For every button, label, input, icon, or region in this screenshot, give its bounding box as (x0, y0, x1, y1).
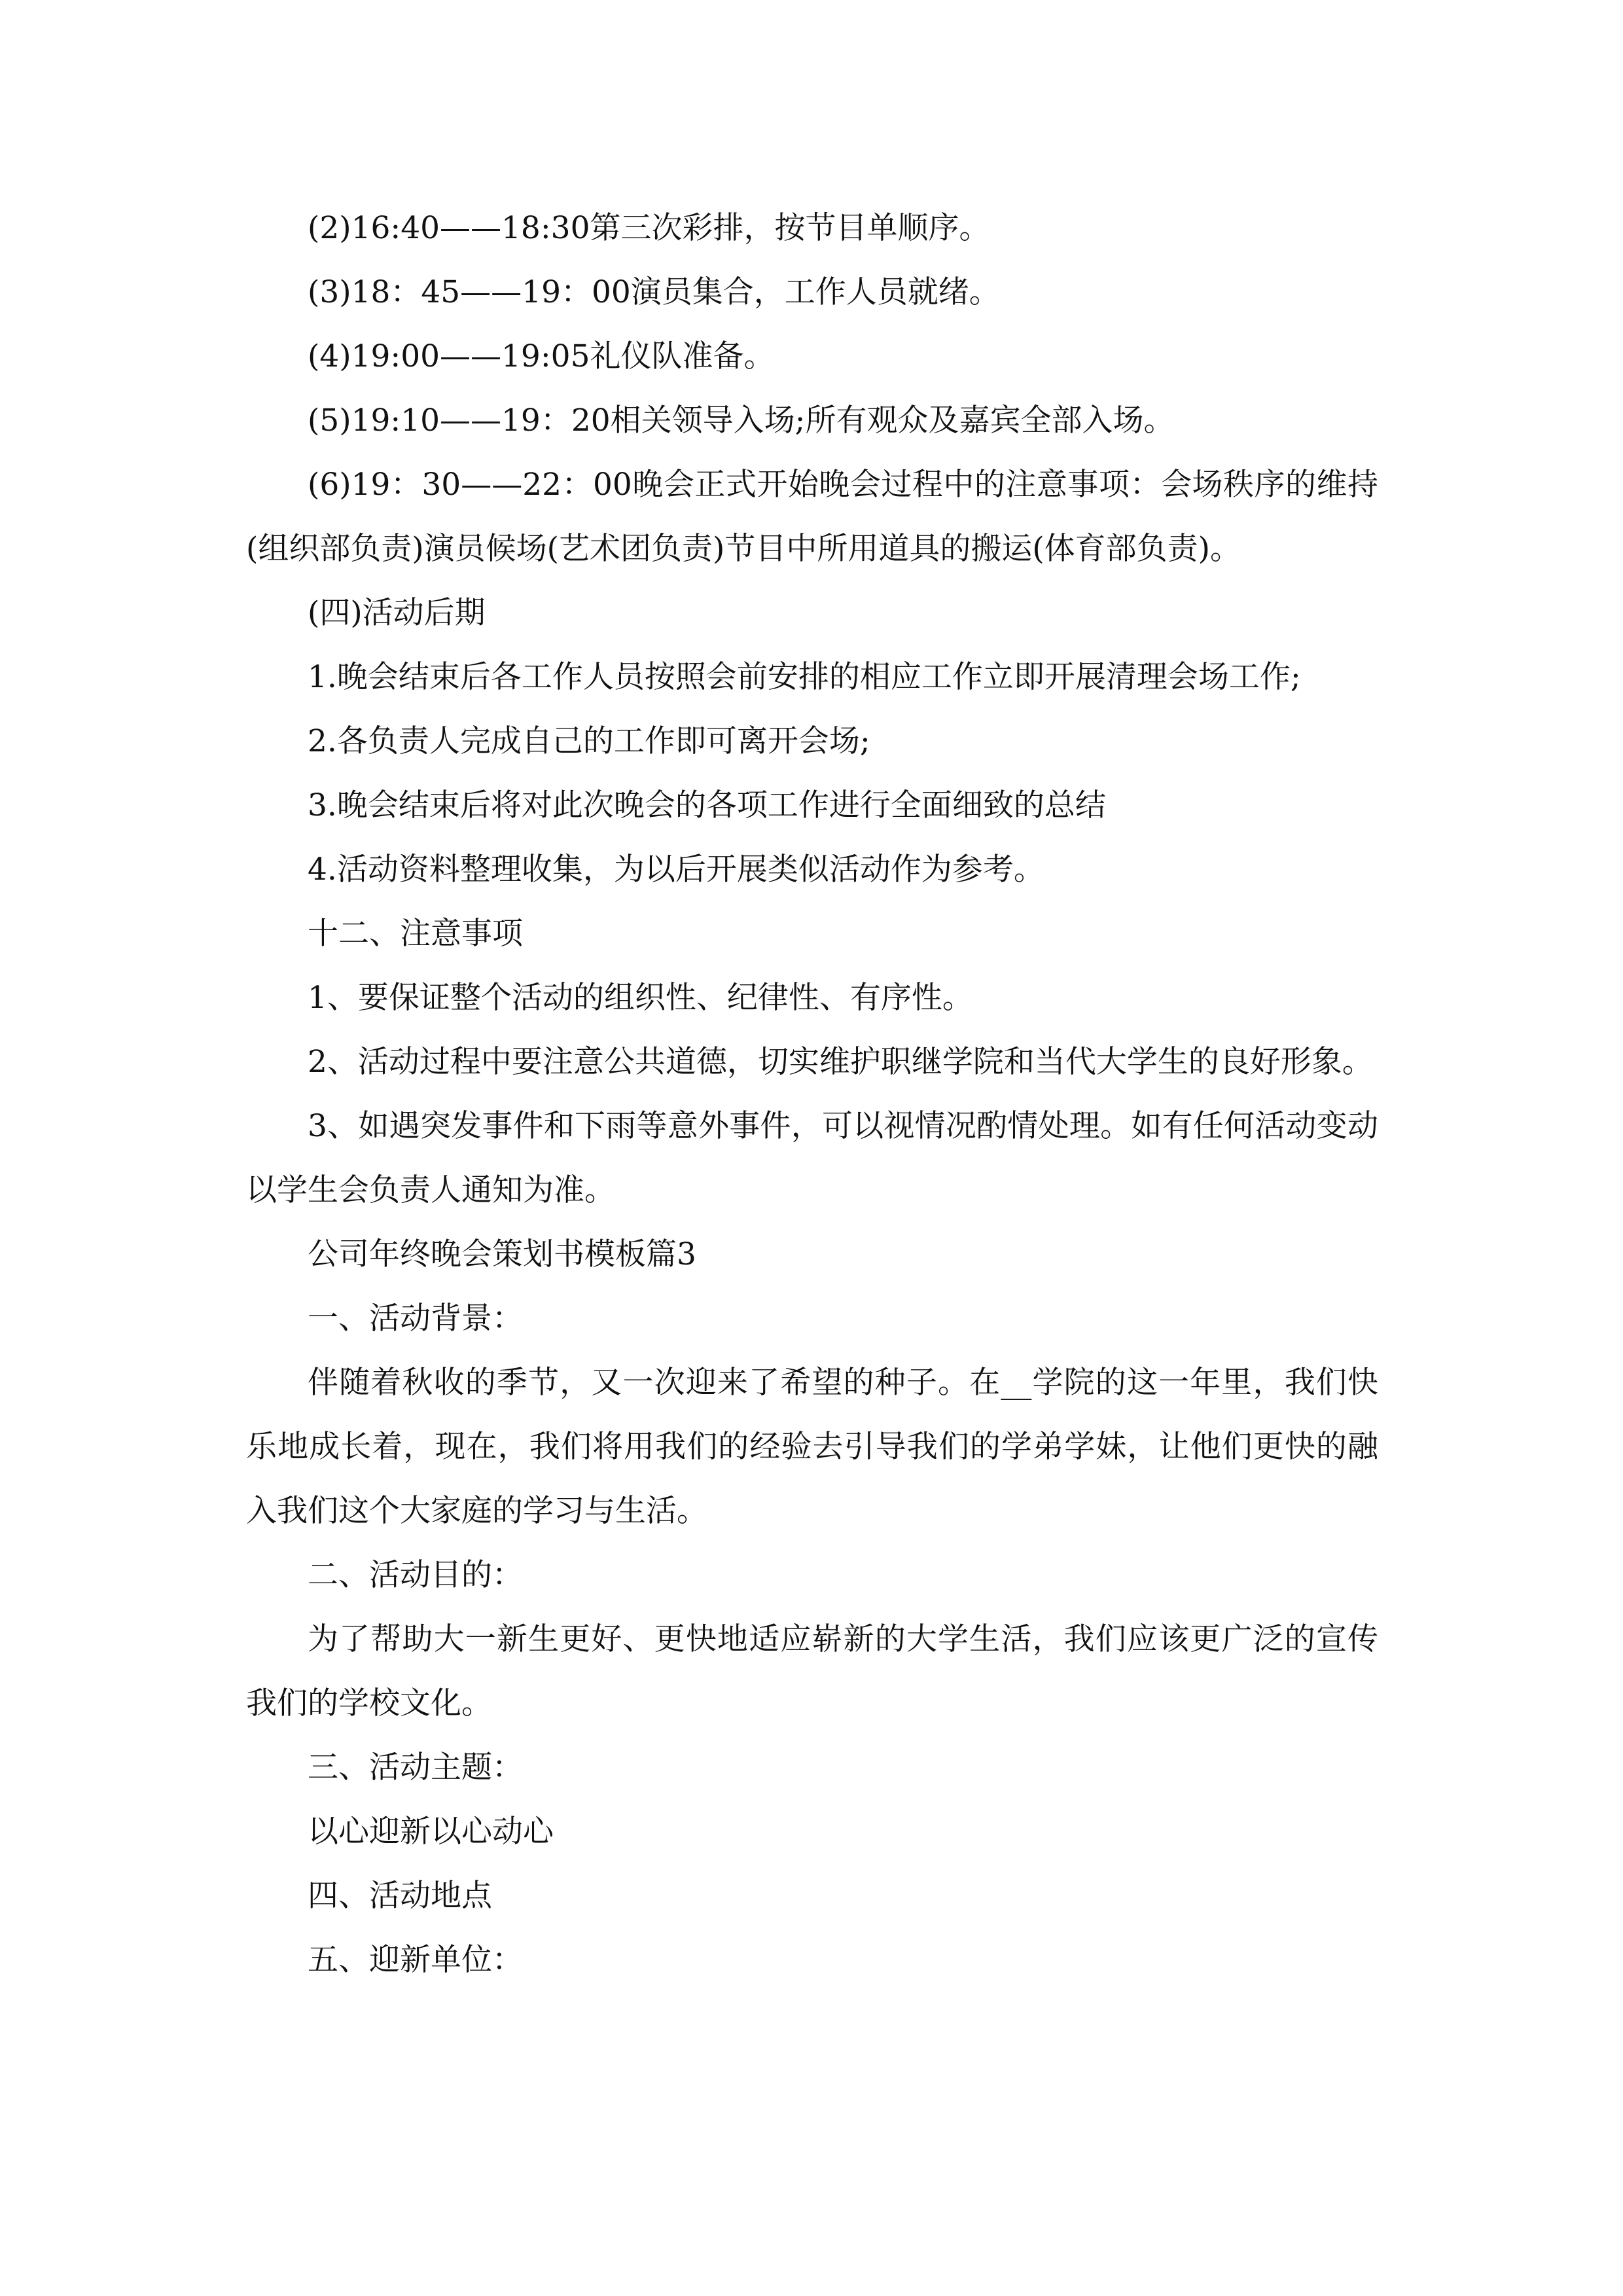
section-heading-theme: 三、活动主题： (308, 1749, 523, 1785)
document-body (246, 196, 1378, 1992)
section-heading-post-event: (四)活动后期 (308, 595, 486, 631)
schedule-item-3: (3)18：45——19：00演员集合，工作人员就绪。 (308, 274, 1000, 310)
schedule-item-4: (4)19:00——19:05礼仪队准备。 (308, 338, 775, 374)
post-event-item-4: 4.活动资料整理收集，为以后开展类似活动作为参考。 (308, 852, 1044, 888)
post-event-item-2: 2.各负责人完成自己的工作即可离开会场; (308, 723, 870, 759)
schedule-item-5: (5)19:10——19：20相关领导入场;所有观众及嘉宾全部入场。 (308, 403, 1175, 439)
post-event-item-3: 3.晚会结束后将对此次晚会的各项工作进行全面细致的总结 (308, 787, 1106, 823)
purpose-text: 为了帮助大一新生更好、更快地适应崭新的大学生活，我们应该更广泛的宣传我们的学校文化。 (246, 1621, 1378, 1721)
template-title-3: 公司年终晚会策划书模板篇3 (308, 1236, 696, 1272)
section-heading-purpose: 二、活动目的： (308, 1557, 523, 1593)
section-heading-notes: 十二、注意事项 (308, 916, 523, 952)
notes-item-1: 1、要保证整个活动的组织性、纪律性、有序性。 (308, 980, 973, 1016)
post-event-item-1: 1.晚会结束后各工作人员按照会前安排的相应工作立即开展清理会场工作; (308, 659, 1301, 695)
background-text: 伴随着秋收的季节，又一次迎来了希望的种子。在__学院的这一年里，我们快乐地成长着，现在，我们将用我们的经验去引导我们的学弟学妹，让他们更快的融入我们这个大家庭的学习与生活。 (246, 1365, 1378, 1529)
schedule-item-2: (2)16:40——18:30第三次彩排，按节目单顺序。 (308, 210, 990, 246)
section-heading-location: 四、活动地点 (308, 1878, 492, 1914)
schedule-item-6: (6)19：30——22：00晚会正式开始晚会过程中的注意事项：会场秩序的维持(组织部负责)演员候场(艺术团负责)节目中所用道具的搬运(体育部负责)。 (246, 467, 1378, 567)
notes-item-2: 2、活动过程中要注意公共道德，切实维护职继学院和当代大学生的良好形象。 (308, 1044, 1373, 1080)
section-heading-unit: 五、迎新单位： (308, 1942, 523, 1978)
section-heading-background: 一、活动背景： (308, 1300, 523, 1336)
notes-item-3: 3、如遇突发事件和下雨等意外事件，可以视情况酌情处理。如有任何活动变动以学生会负责人通知为准。 (246, 1108, 1378, 1208)
theme-text: 以心迎新以心动心 (308, 1814, 554, 1850)
